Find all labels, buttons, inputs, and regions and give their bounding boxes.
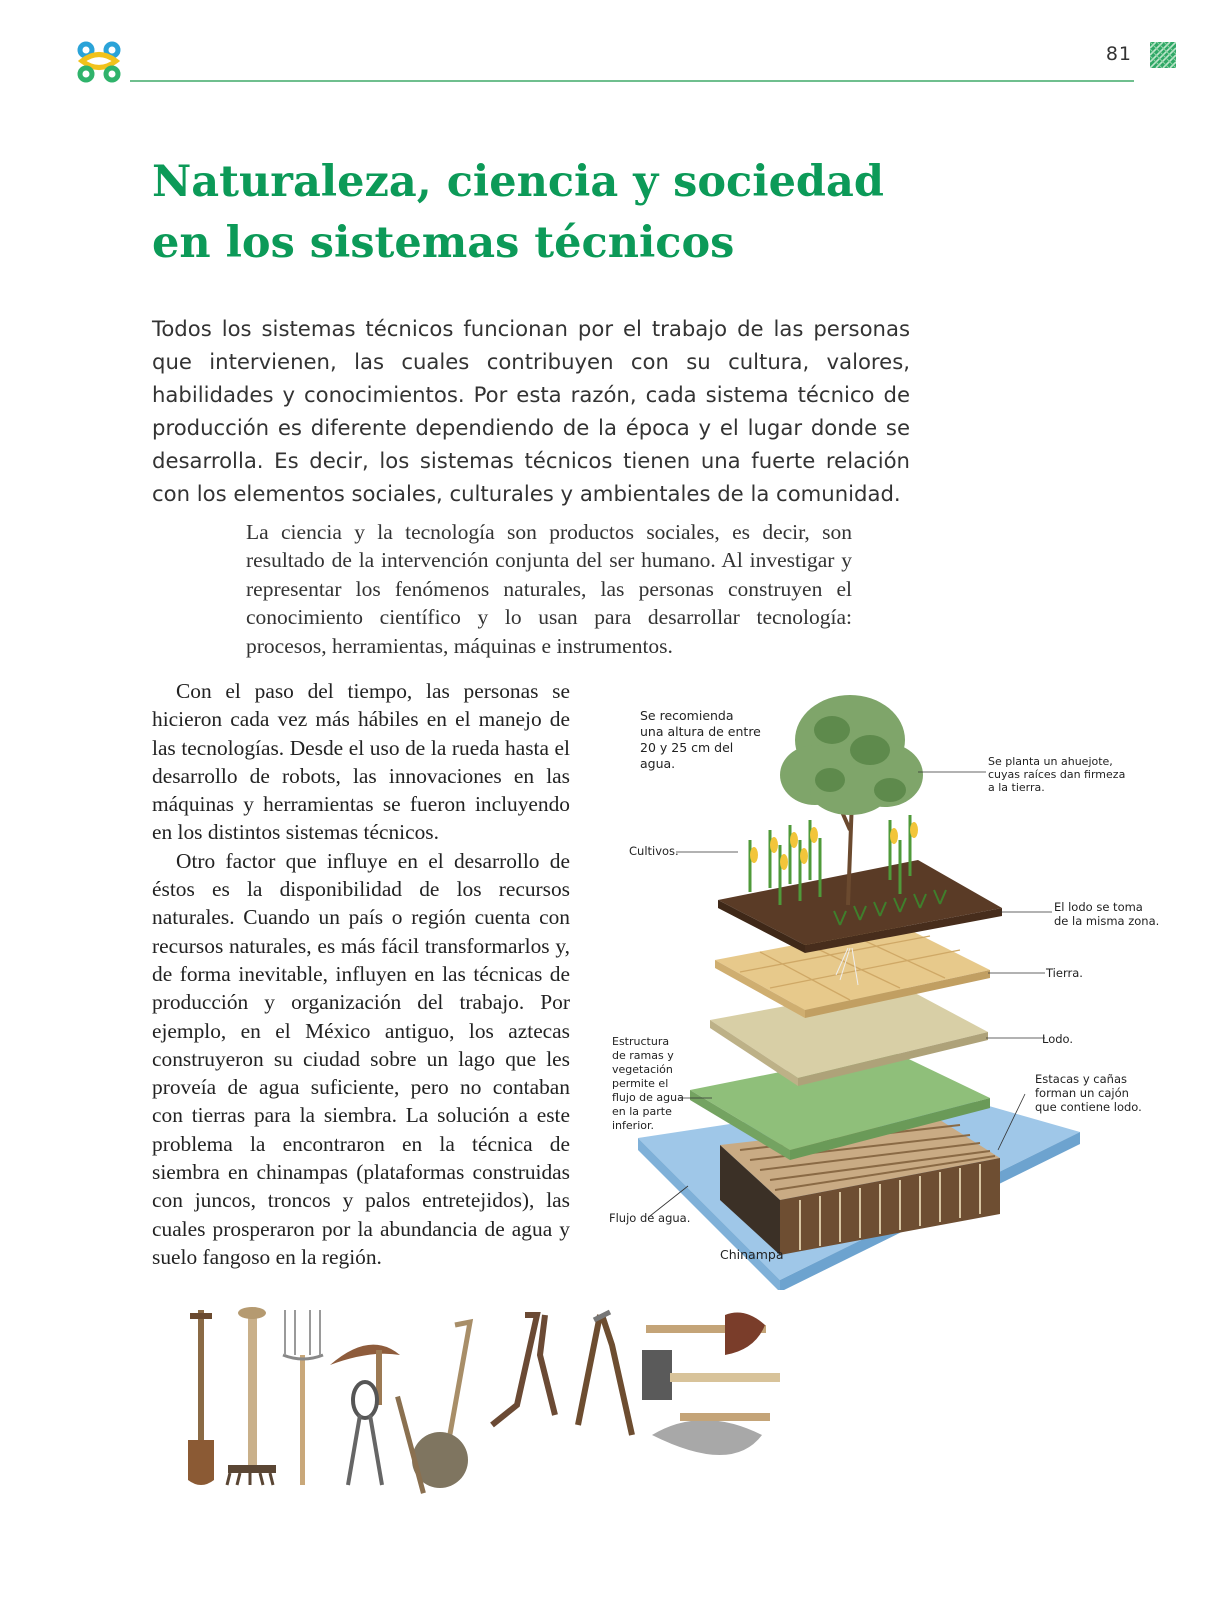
top-mud-layer — [718, 860, 1002, 945]
label-water-flow: Flujo de agua. — [609, 1211, 691, 1225]
pickaxe-icon — [330, 1345, 400, 1405]
title-line-2: en los sistemas técnicos — [152, 218, 735, 268]
corner-pattern-icon — [1150, 42, 1176, 68]
textbook-logo-icon — [76, 38, 122, 84]
indented-paragraph: La ciencia y la tecnología son productos sociales, es decir, son resultado de la intervención conjunta del ser humano. Al investigar y representar los fenómenos naturales, las personas construyen el conocimiento científico y lo usan para desarrollar tecnología: procesos, herramientas, máquinas e instrumentos. — [246, 520, 852, 658]
shovel-icon — [395, 1322, 470, 1494]
hoe-blade-icon — [652, 1413, 770, 1455]
body-column — [152, 677, 570, 1271]
diagram-caption: Chinampa — [720, 1247, 784, 1262]
axe-icon — [642, 1313, 780, 1400]
label-structure: Estructura de ramas y vegetación permite el flujo de agua en la parte inferior. — [612, 1035, 684, 1132]
label-tierra: Tierra. — [1046, 966, 1083, 980]
label-mud-source: El lodo se toma de la misma zona. — [1054, 900, 1160, 928]
label-ahuejote: Se planta un ahuejote, cuyas raíces dan firmeza a la tierra. — [988, 755, 1126, 794]
shears-icon — [348, 1382, 382, 1485]
body-paragraph-1: Con el paso del tiempo, las personas se hicieron cada vez más hábiles en el manejo de las tecnologías. Desde el uso de la rueda hasta el desarrollo de robots, las innovaciones en las máquinas y herramientas se fueron incluyendo en los distintos sistemas técnicos. — [152, 679, 570, 845]
intro-paragraph: Todos los sistemas técnicos funcionan por el trabajo de las personas que intervienen, las cuales contribuyen con su cultura, valores, habilidades y conocimientos. Por esta razón, cada sistema técnico de producción es diferente dependiendo de la época y el lugar donde se desarrolla. Es decir, los sistemas técnicos tienen una fuerte relación con los elementos sociales, culturales y ambientales de la comunidad. — [152, 316, 910, 506]
title-line-1: Naturaleza, ciencia y sociedad — [152, 157, 884, 207]
spade-icon — [188, 1310, 214, 1485]
header-rule — [130, 80, 1134, 82]
chinampa-diagram — [600, 680, 1180, 1290]
label-stakes: Estacas y cañas forman un cajón que contiene lodo. — [1035, 1072, 1142, 1114]
pitchfork-icon — [283, 1310, 323, 1485]
pliers-icon — [492, 1315, 555, 1425]
farm-tools-illustration — [180, 1305, 800, 1505]
label-cultivos: Cultivos. — [629, 844, 679, 858]
tongs-icon — [578, 1312, 632, 1435]
label-lodo: Lodo. — [1042, 1032, 1074, 1046]
page-number: 81 — [1105, 43, 1132, 65]
page-title — [152, 152, 952, 274]
label-height: Se recomienda una altura de entre 20 y 25 cm del agua. — [640, 708, 761, 771]
body-paragraph-2: Otro factor que influye en el desarrollo de éstos es la disponibilidad de los recursos naturales. Cuando un país o región cuenta con recursos naturales, es más fácil transformarlos y, de forma inevitable, influyen en las técnicas de producción y organización del trabajo. Por ejemplo, en el México antiguo, los aztecas construyeron su ciudad sobre un lago que les proveía de agua suficiente, pero no contaban con tierras para la siembra. La solución a este problema la encontraron en la técnica de siembra en chinampas (plataformas construidas con juncos, troncos y palos entretejidos), las cuales prosperaron por la abundancia de agua y suelo fangoso en la región. — [152, 848, 570, 1269]
rake-icon — [227, 1307, 276, 1485]
